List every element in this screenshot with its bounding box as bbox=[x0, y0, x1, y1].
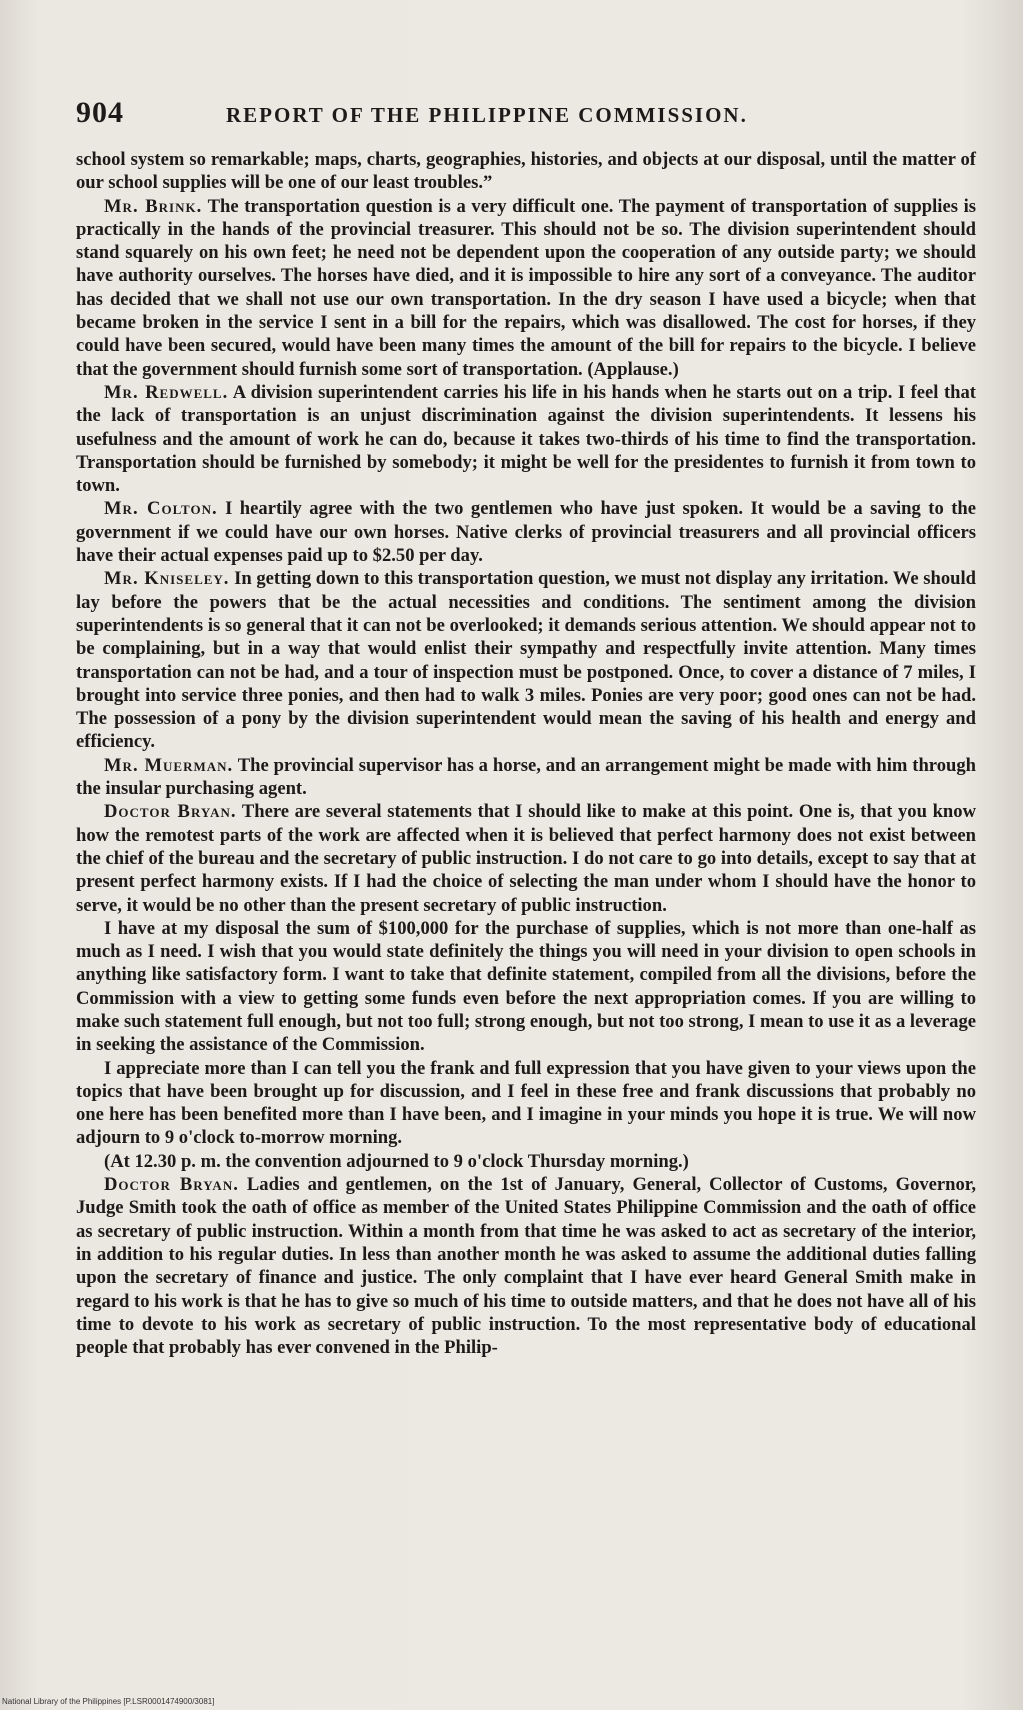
speaker-name: Mr. Muerman. bbox=[104, 754, 234, 776]
document-page bbox=[76, 96, 976, 1359]
paragraph-text: In getting down to this transportation question, we must not display any irritation. We should lay before the powers that be the actual necessities and conditions. The sentiment among the division superintendents is so general that it can not be overlooked; it demands serious attention. We should appear not to be complaining, but in a way that would enlist their sympathy and respectfully invite attention. Many times transportation can not be had, and a tour of inspection must be postponed. Once, to cover a distance of 7 miles, I brought into service three ponies, and then had to walk 3 miles. Ponies are very poor; good ones can not be had. The possession of a pony by the division superintendent would mean the saving of his health and energy and efficiency. bbox=[76, 568, 976, 753]
speaker-name: Doctor Bryan. bbox=[104, 1174, 239, 1196]
speaker-name: Mr. Kniseley. bbox=[104, 568, 230, 590]
paragraph bbox=[76, 1057, 976, 1150]
paragraph bbox=[76, 1150, 976, 1173]
paragraph bbox=[76, 567, 976, 753]
paragraph bbox=[76, 754, 976, 801]
paragraph-text: The transportation question is a very difficult one. The payment of transportation of supplies is practically in the hands of the provincial treasurer. This should not be so. The division superintendent should stand squarely on his own feet; he need not be dependent upon the cooperation of any outside party; we should have authority ourselves. The horses have died, and it is impossible to hire any sort of a conveyance. The auditor has decided that we shall not use our own transportation. In the dry season I have used a bicycle; when that became broken in the service I sent in a bill for the repairs, which was disallowed. The cost for horses, if they could have been secured, would have been many times the amount of the bill for repairs to the bicycle. I believe that the government should furnish some sort of transportation. (Applause.) bbox=[76, 195, 976, 380]
paragraph bbox=[76, 381, 976, 497]
paragraph-text: A division superintendent carries his life in his hands when he starts out on a trip. I feel that the lack of transportation is an unjust discrimination against the division superintendents. It lessens his usefulness and the amount of work he can do, because it takes two-thirds of his time to find the transportation. Transportation should be furnished by somebody; it might be well for the presidentes to furnish it from town to town. bbox=[76, 381, 976, 497]
paragraph-text: There are several statements that I should like to make at this point. One is, that you know how the remotest parts of the work are affected when it is believed that perfect harmony does not exist between the chief of the bureau and the secretary of public instruction. I do not care to go into details, except to say that at present perfect harmony exists. If I had the choice of selecting the man under whom I should have the honor to serve, it would be no other than the present secretary of public instruction. bbox=[76, 801, 976, 916]
paragraph bbox=[76, 195, 976, 381]
paragraph-text: I have at my disposal the sum of $100,000 for the purchase of supplies, which is not more than one-half as much as I need. I wish that you would state definitely the things you will need in your division to open schools in anything like satisfactory form. I want to take that definite statement, compiled from all the divisions, before the Commission with a view to getting some funds even before the next appropriation comes. If you are willing to make such statement full enough, but not too full; strong enough, but not too strong, I mean to use it as a leverage in seeking the assistance of the Commission. bbox=[76, 917, 976, 1056]
running-head: REPORT OF THE PHILIPPINE COMMISSION. bbox=[226, 103, 748, 127]
speaker-name: Mr. Colton. bbox=[104, 498, 218, 520]
paragraph bbox=[76, 800, 976, 916]
paragraph-text: I heartily agree with the two gentlemen who have just spoken. It would be a saving to the government if we could have our own horses. Native clerks of provincial treasurers and all provincial officers have their actual expenses paid up to $2.50 per day. bbox=[76, 498, 976, 567]
paragraph-text: The provincial supervisor has a horse, and an arrangement might be made with him through the insular purchasing agent. bbox=[76, 754, 976, 800]
document-body bbox=[76, 148, 976, 1359]
page-header bbox=[76, 96, 976, 140]
paragraph-text: I appreciate more than I can tell you the frank and full expression that you have given to your views upon the topics that have been brought up for discussion, and I feel in these free and frank discussions that probably no one here has been benefited more than I have been, and I imagine in your minds you hope it is true. We will now adjourn to 9 o'clock to-morrow morning. bbox=[76, 1057, 976, 1149]
paragraph-text: (At 12.30 p. m. the convention adjourned to 9 o'clock Thursday morning.) bbox=[104, 1150, 689, 1172]
paragraph bbox=[76, 1173, 976, 1359]
paragraph-text: Ladies and gentlemen, on the 1st of January, General, Collector of Customs, Governor, Judge Smith took the oath of office as member of the United States Philippine Commission and the oath of office as secretary of public instruction. Within a month from that time he was asked to act as secretary of the interior, in addition to his regular duties. In less than another month he was asked to assume the additional duties falling upon the secretary of finance and justice. The only complaint that I have ever heard General Smith make in regard to his work is that he has to give so much of his time to outside matters, and that he does not have all of his time to devote to his work as secretary of public instruction. To the most representative body of educational people that probably has ever convened in the Philip- bbox=[76, 1174, 977, 1359]
speaker-name: Mr. Brink. bbox=[104, 195, 203, 217]
speaker-name: Mr. Redwell. bbox=[104, 381, 229, 403]
paragraph bbox=[76, 148, 976, 195]
library-credit: National Library of the Philippines [P.LSR0001474900/3081] bbox=[2, 1697, 215, 1706]
speaker-name: Doctor Bryan. bbox=[104, 801, 237, 823]
paragraph-text: school system so remarkable; maps, charts, geographies, histories, and objects at our disposal, until the matter of our school supplies will be one of our least troubles.” bbox=[76, 149, 976, 194]
paragraph bbox=[76, 917, 976, 1057]
paragraph bbox=[76, 497, 976, 567]
page-number: 904 bbox=[76, 96, 124, 129]
